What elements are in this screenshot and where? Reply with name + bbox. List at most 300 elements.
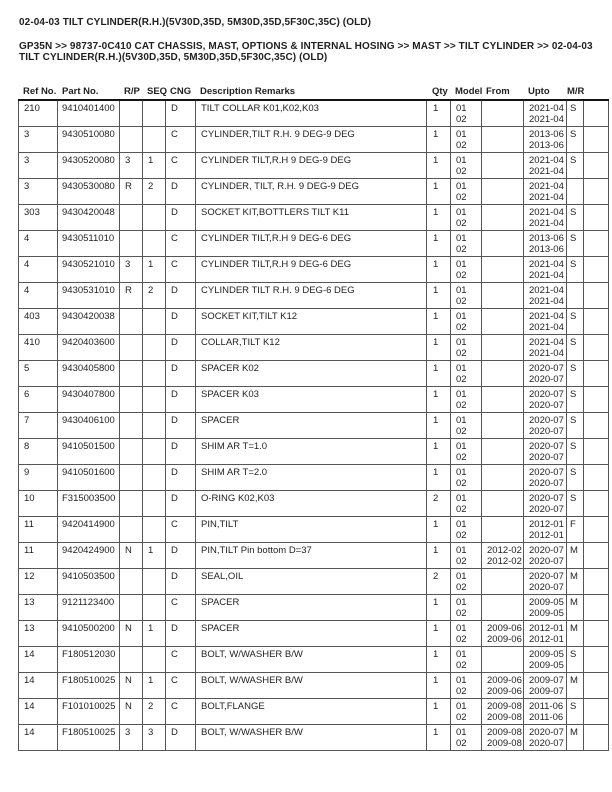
cell-from xyxy=(482,439,524,465)
cell-ref-no: 303 xyxy=(19,205,58,231)
from-line-2: 2012-02 xyxy=(487,556,522,567)
cell-upto xyxy=(524,153,567,179)
model-line-1: 01 xyxy=(456,467,467,478)
cell-from xyxy=(482,257,524,283)
cell-description: SPACER xyxy=(196,595,427,621)
cell-from xyxy=(482,413,524,439)
model-line-1: 01 xyxy=(456,129,467,140)
cell-model xyxy=(451,491,482,517)
from-line-1: 2009-08 xyxy=(487,701,522,712)
cell-rp xyxy=(120,595,143,621)
cell-cng: D xyxy=(166,335,196,361)
upto-line-1: 2021-04 xyxy=(529,337,564,348)
cell-upto xyxy=(524,205,567,231)
model-line-2: 02 xyxy=(456,686,467,697)
cell-rp: N xyxy=(120,699,143,725)
cell-cng: D xyxy=(166,569,196,595)
col-header-from: From xyxy=(486,86,510,97)
upto-line-2: 2013-06 xyxy=(529,244,564,255)
cell-spare xyxy=(584,465,609,491)
model-line-2: 02 xyxy=(456,660,467,671)
cell-part-no: 9430530080 xyxy=(58,179,120,205)
from-line-2: 2009-06 xyxy=(487,634,522,645)
upto-line-2: 2021-04 xyxy=(529,192,564,203)
cell-cng: C xyxy=(166,699,196,725)
from-line-1: 2009-08 xyxy=(487,727,522,738)
cell-seq xyxy=(143,101,166,127)
cell-qty: 1 xyxy=(427,127,451,153)
model-line-1: 01 xyxy=(456,337,467,348)
cell-description: BOLT, W/WASHER B/W xyxy=(196,647,427,673)
model-line-1: 01 xyxy=(456,389,467,400)
cell-cng: D xyxy=(166,101,196,127)
cell-ref-no: 7 xyxy=(19,413,58,439)
cell-model xyxy=(451,257,482,283)
cell-mr: S xyxy=(567,647,584,673)
cell-cng: D xyxy=(166,179,196,205)
cell-upto xyxy=(524,101,567,127)
cell-upto xyxy=(524,647,567,673)
cell-part-no: 9430420048 xyxy=(58,205,120,231)
cell-upto xyxy=(524,335,567,361)
cell-upto xyxy=(524,283,567,309)
cell-part-no: 9430520080 xyxy=(58,153,120,179)
cell-ref-no: 14 xyxy=(19,673,58,699)
cell-qty: 1 xyxy=(427,205,451,231)
cell-rp xyxy=(120,491,143,517)
cell-mr: S xyxy=(567,231,584,257)
cell-from xyxy=(482,101,524,127)
upto-line-1: 2013-06 xyxy=(529,129,564,140)
cell-ref-no: 5 xyxy=(19,361,58,387)
cell-model xyxy=(451,127,482,153)
cell-spare xyxy=(584,439,609,465)
cell-spare xyxy=(584,413,609,439)
table-row xyxy=(19,335,609,361)
table-header-row xyxy=(18,85,609,101)
cell-model xyxy=(451,569,482,595)
cell-ref-no: 13 xyxy=(19,595,58,621)
table-row xyxy=(19,127,609,153)
cell-spare xyxy=(584,647,609,673)
from-line-1: 2012-02 xyxy=(487,545,522,556)
cell-description: CYLINDER TILT R.H. 9 DEG-6 DEG xyxy=(196,283,427,309)
model-line-1: 01 xyxy=(456,155,467,166)
col-header-rp: R/P xyxy=(124,86,140,97)
model-line-1: 01 xyxy=(456,259,467,270)
cell-cng: D xyxy=(166,413,196,439)
cell-mr: M xyxy=(567,673,584,699)
cell-ref-no: 14 xyxy=(19,699,58,725)
upto-line-1: 2021-04 xyxy=(529,311,564,322)
upto-line-2: 2020-07 xyxy=(529,504,564,515)
from-line-1: 2009-06 xyxy=(487,675,522,686)
cell-cng: D xyxy=(166,205,196,231)
cell-mr: S xyxy=(567,439,584,465)
cell-upto xyxy=(524,673,567,699)
model-line-2: 02 xyxy=(456,504,467,515)
cell-upto xyxy=(524,179,567,205)
cell-upto xyxy=(524,621,567,647)
table-row xyxy=(19,491,609,517)
table-row xyxy=(19,465,609,491)
upto-line-1: 2012-01 xyxy=(529,519,564,530)
cell-model xyxy=(451,101,482,127)
upto-line-1: 2009-07 xyxy=(529,675,564,686)
cell-part-no: F101010025 xyxy=(58,699,120,725)
cell-rp xyxy=(120,361,143,387)
cell-spare xyxy=(584,101,609,127)
model-line-2: 02 xyxy=(456,608,467,619)
cell-rp xyxy=(120,413,143,439)
cell-cng: D xyxy=(166,543,196,569)
cell-ref-no: 14 xyxy=(19,647,58,673)
upto-line-2: 2020-07 xyxy=(529,374,564,385)
cell-spare xyxy=(584,621,609,647)
cell-description: SOCKET KIT,BOTTLERS TILT K11 xyxy=(196,205,427,231)
cell-part-no: 9430420038 xyxy=(58,309,120,335)
model-line-1: 01 xyxy=(456,233,467,244)
upto-line-2: 2009-05 xyxy=(529,608,564,619)
cell-model xyxy=(451,335,482,361)
model-line-2: 02 xyxy=(456,348,467,359)
cell-qty: 1 xyxy=(427,153,451,179)
cell-qty: 1 xyxy=(427,621,451,647)
table-row xyxy=(19,309,609,335)
cell-ref-no: 13 xyxy=(19,621,58,647)
cell-model xyxy=(451,309,482,335)
upto-line-2: 2020-07 xyxy=(529,556,564,567)
upto-line-2: 2020-07 xyxy=(529,452,564,463)
cell-from xyxy=(482,699,524,725)
upto-line-2: 2020-07 xyxy=(529,582,564,593)
cell-qty: 1 xyxy=(427,179,451,205)
cell-qty: 1 xyxy=(427,257,451,283)
cell-spare xyxy=(584,127,609,153)
cell-description: SPACER xyxy=(196,413,427,439)
model-line-2: 02 xyxy=(456,374,467,385)
upto-line-1: 2021-04 xyxy=(529,285,564,296)
model-line-2: 02 xyxy=(456,530,467,541)
cell-mr: M xyxy=(567,569,584,595)
model-line-2: 02 xyxy=(456,166,467,177)
cell-rp xyxy=(120,465,143,491)
model-line-1: 01 xyxy=(456,519,467,530)
upto-line-2: 2009-07 xyxy=(529,686,564,697)
cell-model xyxy=(451,699,482,725)
model-line-2: 02 xyxy=(456,400,467,411)
cell-cng: D xyxy=(166,387,196,413)
cell-description: TILT COLLAR K01,K02,K03 xyxy=(196,101,427,127)
cell-description: SPACER xyxy=(196,621,427,647)
model-line-2: 02 xyxy=(456,634,467,645)
from-line-2: 2009-08 xyxy=(487,738,522,749)
upto-line-1: 2020-07 xyxy=(529,571,564,582)
cell-qty: 1 xyxy=(427,283,451,309)
cell-spare xyxy=(584,595,609,621)
cell-upto xyxy=(524,465,567,491)
model-line-2: 02 xyxy=(456,114,467,125)
cell-description: CYLINDER TILT,R.H 9 DEG-9 DEG xyxy=(196,153,427,179)
cell-cng: D xyxy=(166,465,196,491)
cell-spare xyxy=(584,283,609,309)
from-line-2: 2009-08 xyxy=(487,712,522,723)
table-row xyxy=(19,283,609,309)
cell-model xyxy=(451,595,482,621)
model-line-1: 01 xyxy=(456,701,467,712)
cell-spare xyxy=(584,569,609,595)
table-row xyxy=(19,517,609,543)
cell-seq xyxy=(143,231,166,257)
upto-line-1: 2021-04 xyxy=(529,103,564,114)
cell-model xyxy=(451,673,482,699)
cell-qty: 2 xyxy=(427,569,451,595)
cell-seq: 2 xyxy=(143,179,166,205)
table-row xyxy=(19,699,609,725)
cell-qty: 1 xyxy=(427,361,451,387)
cell-part-no: 9410500200 xyxy=(58,621,120,647)
cell-rp: N xyxy=(120,543,143,569)
col-header-ref-no: Ref No. xyxy=(23,86,57,97)
model-line-2: 02 xyxy=(456,270,467,281)
col-header-upto: Upto xyxy=(528,86,550,97)
upto-line-2: 2021-04 xyxy=(529,296,564,307)
cell-upto xyxy=(524,413,567,439)
cell-upto xyxy=(524,231,567,257)
table-row xyxy=(19,231,609,257)
model-line-1: 01 xyxy=(456,675,467,686)
upto-line-2: 2020-07 xyxy=(529,738,564,749)
model-line-2: 02 xyxy=(456,244,467,255)
cell-model xyxy=(451,361,482,387)
cell-model xyxy=(451,439,482,465)
cell-spare xyxy=(584,205,609,231)
cell-seq xyxy=(143,335,166,361)
cell-model xyxy=(451,621,482,647)
cell-part-no: 9420414900 xyxy=(58,517,120,543)
from-line-2: 2009-06 xyxy=(487,686,522,697)
cell-from xyxy=(482,595,524,621)
cell-rp: 3 xyxy=(120,257,143,283)
cell-description: CYLINDER,TILT R.H. 9 DEG-9 DEG xyxy=(196,127,427,153)
cell-seq: 1 xyxy=(143,621,166,647)
cell-description: SPACER K02 xyxy=(196,361,427,387)
model-line-2: 02 xyxy=(456,452,467,463)
cell-part-no: 9410501600 xyxy=(58,465,120,491)
model-line-1: 01 xyxy=(456,285,467,296)
cell-upto xyxy=(524,361,567,387)
cell-cng: C xyxy=(166,673,196,699)
cell-description: SEAL,OIL xyxy=(196,569,427,595)
cell-seq xyxy=(143,309,166,335)
cell-from xyxy=(482,491,524,517)
cell-ref-no: 9 xyxy=(19,465,58,491)
model-line-1: 01 xyxy=(456,649,467,660)
cell-upto xyxy=(524,309,567,335)
cell-rp xyxy=(120,101,143,127)
cell-from xyxy=(482,231,524,257)
cell-from xyxy=(482,283,524,309)
upto-line-2: 2020-07 xyxy=(529,478,564,489)
cell-model xyxy=(451,465,482,491)
cell-rp: R xyxy=(120,283,143,309)
upto-line-2: 2021-04 xyxy=(529,114,564,125)
cell-upto xyxy=(524,543,567,569)
cell-seq xyxy=(143,361,166,387)
cell-rp: 3 xyxy=(120,153,143,179)
cell-rp xyxy=(120,517,143,543)
cell-ref-no: 3 xyxy=(19,127,58,153)
cell-model xyxy=(451,179,482,205)
cell-model xyxy=(451,205,482,231)
table-row xyxy=(19,413,609,439)
model-line-1: 01 xyxy=(456,571,467,582)
cell-spare xyxy=(584,179,609,205)
cell-rp: N xyxy=(120,621,143,647)
cell-from xyxy=(482,387,524,413)
model-line-2: 02 xyxy=(456,218,467,229)
cell-rp xyxy=(120,127,143,153)
cell-rp xyxy=(120,569,143,595)
from-line-1: 2009-06 xyxy=(487,623,522,634)
col-header-seq: SEQ xyxy=(147,86,168,97)
cell-description: CYLINDER TILT,R.H 9 DEG-6 DEG xyxy=(196,257,427,283)
table-row xyxy=(19,647,609,673)
cell-description: SOCKET KIT,TILT K12 xyxy=(196,309,427,335)
cell-ref-no: 3 xyxy=(19,179,58,205)
model-line-2: 02 xyxy=(456,296,467,307)
cell-from xyxy=(482,361,524,387)
cell-spare xyxy=(584,153,609,179)
cell-mr: S xyxy=(567,413,584,439)
upto-line-1: 2020-07 xyxy=(529,727,564,738)
cell-part-no: F180510025 xyxy=(58,725,120,751)
cell-cng: D xyxy=(166,725,196,751)
cell-mr: S xyxy=(567,101,584,127)
cell-upto xyxy=(524,725,567,751)
upto-line-2: 2012-01 xyxy=(529,530,564,541)
cell-rp xyxy=(120,335,143,361)
cell-mr: M xyxy=(567,595,584,621)
cell-rp: 3 xyxy=(120,725,143,751)
cell-cng: C xyxy=(166,647,196,673)
upto-line-2: 2021-04 xyxy=(529,322,564,333)
upto-line-2: 2012-01 xyxy=(529,634,564,645)
cell-upto xyxy=(524,595,567,621)
cell-spare xyxy=(584,257,609,283)
cell-upto xyxy=(524,699,567,725)
cell-ref-no: 4 xyxy=(19,231,58,257)
cell-part-no: 9430405800 xyxy=(58,361,120,387)
cell-qty: 1 xyxy=(427,335,451,361)
cell-seq xyxy=(143,205,166,231)
cell-seq: 1 xyxy=(143,257,166,283)
cell-description: SPACER K03 xyxy=(196,387,427,413)
table-row xyxy=(19,725,609,751)
cell-rp xyxy=(120,231,143,257)
cell-from xyxy=(482,647,524,673)
table-row xyxy=(19,543,609,569)
cell-rp xyxy=(120,387,143,413)
cell-ref-no: 10 xyxy=(19,491,58,517)
cell-mr: S xyxy=(567,309,584,335)
cell-seq xyxy=(143,413,166,439)
cell-cng: C xyxy=(166,153,196,179)
cell-seq: 1 xyxy=(143,543,166,569)
cell-qty: 1 xyxy=(427,387,451,413)
cell-part-no: F180512030 xyxy=(58,647,120,673)
upto-line-1: 2020-07 xyxy=(529,493,564,504)
cell-mr: S xyxy=(567,153,584,179)
cell-ref-no: 11 xyxy=(19,517,58,543)
cell-description: COLLAR,TILT K12 xyxy=(196,335,427,361)
cell-part-no: 9410503500 xyxy=(58,569,120,595)
cell-rp: N xyxy=(120,673,143,699)
cell-mr: S xyxy=(567,491,584,517)
model-line-1: 01 xyxy=(456,545,467,556)
model-line-2: 02 xyxy=(456,582,467,593)
cell-spare xyxy=(584,231,609,257)
model-line-1: 01 xyxy=(456,493,467,504)
cell-part-no: F180510025 xyxy=(58,673,120,699)
cell-upto xyxy=(524,257,567,283)
col-header-cng: CNG xyxy=(170,86,192,97)
cell-from xyxy=(482,673,524,699)
cell-part-no: 9410401400 xyxy=(58,101,120,127)
cell-rp xyxy=(120,647,143,673)
table-row xyxy=(19,569,609,595)
cell-model xyxy=(451,231,482,257)
model-line-1: 01 xyxy=(456,623,467,634)
cell-rp xyxy=(120,205,143,231)
cell-part-no: 9430521010 xyxy=(58,257,120,283)
cell-seq xyxy=(143,491,166,517)
cell-spare xyxy=(584,335,609,361)
breadcrumb: GP35N >> 98737-0C410 CAT CHASSIS, MAST, OPTIONS & INTERNAL HOSING >> MAST >> TILT CYLINDER >> 02-04-03 TILT CYLINDER(R.H.)(5V30D,35D, 5M30D,35D,5F30C,35C) (OLD) xyxy=(19,41,593,63)
cell-cng: D xyxy=(166,309,196,335)
cell-upto xyxy=(524,439,567,465)
table-row xyxy=(19,439,609,465)
parts-table xyxy=(18,85,609,751)
col-header-qty: Qty xyxy=(432,86,448,97)
cell-upto xyxy=(524,491,567,517)
cell-from xyxy=(482,153,524,179)
upto-line-2: 2013-06 xyxy=(529,140,564,151)
cell-qty: 1 xyxy=(427,543,451,569)
model-line-1: 01 xyxy=(456,363,467,374)
upto-line-2: 2020-07 xyxy=(529,400,564,411)
upto-line-2: 2020-07 xyxy=(529,426,564,437)
cell-part-no: 9121123400 xyxy=(58,595,120,621)
cell-from xyxy=(482,179,524,205)
cell-spare xyxy=(584,491,609,517)
upto-line-2: 2021-04 xyxy=(529,348,564,359)
table-row xyxy=(19,257,609,283)
cell-spare xyxy=(584,387,609,413)
cell-part-no: F315003500 xyxy=(58,491,120,517)
cell-qty: 1 xyxy=(427,699,451,725)
cell-from xyxy=(482,309,524,335)
cell-mr: S xyxy=(567,257,584,283)
cell-mr: M xyxy=(567,543,584,569)
model-line-1: 01 xyxy=(456,727,467,738)
table-row xyxy=(19,621,609,647)
cell-model xyxy=(451,543,482,569)
cell-ref-no: 3 xyxy=(19,153,58,179)
upto-line-1: 2020-07 xyxy=(529,467,564,478)
cell-qty: 1 xyxy=(427,647,451,673)
table-row xyxy=(19,361,609,387)
